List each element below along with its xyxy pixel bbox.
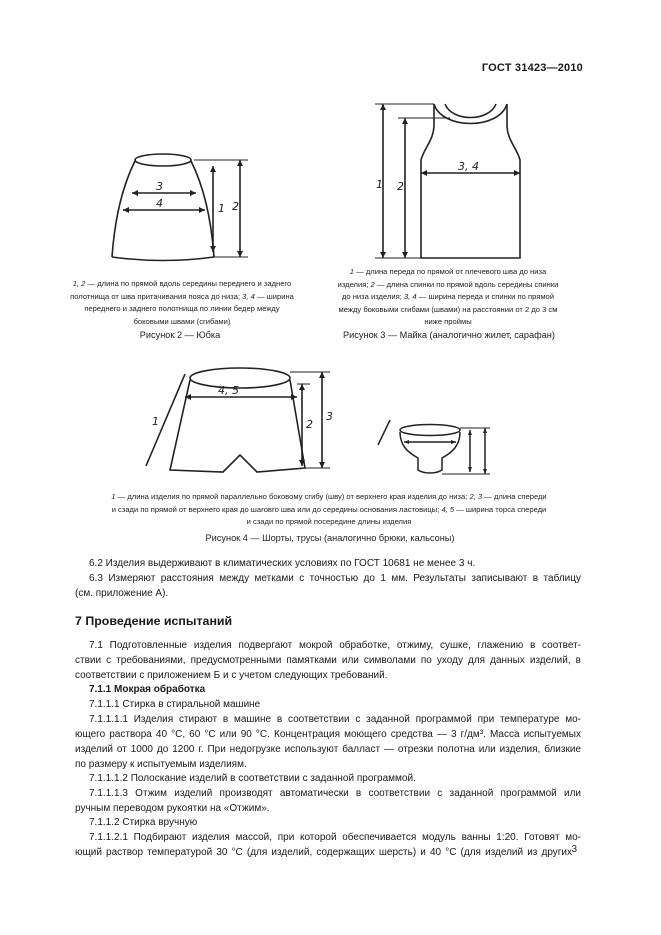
para-7-1-1-1-3-line-1: 7.1.1.1.3 Отжим изделий производят автоматически в соответствии с заданной программой или: [89, 788, 581, 799]
fig4-label-2: 2: [306, 418, 313, 431]
fig4-label-1: 1: [152, 415, 159, 428]
para-7-1-1-1: 7.1.1.1 Стирка в стиральной машине: [89, 699, 261, 710]
fig3-title: Рисунок 3 — Майка (аналогично жилет, сарафан): [343, 330, 555, 340]
para-7-1-1-2-1-line-2: ющий раствор температурой 30 °С (для изделий, содержащих шерсть) и 40 °С (для изделий из других: [75, 847, 572, 858]
para-6-2: 6.2 Изделия выдерживают в климатических условиях по ГОСТ 10681 не менее 3 ч.: [89, 558, 476, 569]
para-6-3-line-1: 6.3 Измеряют расстояния между метками с точностью до 1 мм. Результаты записывают в таблицу: [89, 573, 581, 584]
para-7-1-1-2-1-line-1: 7.1.1.2.1 Подбирают изделия массой, при которой обеспечивается модуль ванны 1:20. Готовят мо-: [89, 832, 581, 843]
fig3-label-1: 1: [376, 178, 383, 191]
para-7-1-line-1: 7.1 Подготовленные изделия подвергают мокрой обработке, отжиму, сушке, глажению в соответ-: [89, 640, 581, 651]
fig2-label-1: 1: [218, 202, 225, 215]
para-7-1-line-3: соответствии с приложением Б и с учетом следующих требований.: [75, 670, 388, 681]
para-7-1-1-1-3-line-2: ручным переводом рукоятки на «Отжим».: [75, 803, 270, 814]
para-6-3-line-2: (см. приложение А).: [75, 588, 169, 599]
fig3-caption-line-1: 1 — длина переда по прямой от плечевого шва до низа: [349, 267, 547, 276]
fig4-label-3: 3: [326, 410, 333, 423]
para-7-1-1-1-1-line-3: изделий от 1000 до 1200 г. При недогрузке используют балласт — отрезки полотна или изделия, близкие: [75, 744, 581, 755]
page-number: 3: [571, 844, 577, 855]
fig2-caption-line-3: переднего и заднего полотнища по линии бедер между: [84, 304, 280, 313]
fig4-caption-line-2: и сзади по прямой от верхнего края до шаговго шва или до середины основания ластовицы; 4, 5 — ширина торса спереди: [111, 504, 547, 514]
fig3-caption-line-5: ниже проймы: [424, 317, 472, 326]
fig3-label-2: 2: [397, 180, 404, 193]
para-7-1-1-1-1-line-1: 7.1.1.1.1 Изделия стирают в машине в соответствии с заданной программой при температуре мо-: [89, 714, 581, 725]
fig2-label-2: 2: [232, 200, 239, 213]
fig4-caption: [48, 491, 610, 529]
section-7-heading: 7 Проведение испытаний: [75, 614, 233, 628]
para-7-1-1-1-1-line-4: по размеру к испытуемым изделиям.: [75, 759, 247, 770]
fig4-title: Рисунок 4 — Шорты, трусы (аналогично брюки, кальсоны): [205, 533, 455, 543]
document-header: ГОСТ 31423—2010: [481, 62, 583, 74]
fig2-title: Рисунок 2 — Юбка: [139, 330, 221, 340]
fig3-caption: [312, 266, 584, 329]
fig3-label-3-4: 3, 4: [458, 160, 479, 173]
fig4-caption-line-3: и сзади по прямой посередине длины изделия: [246, 517, 412, 526]
fig3-caption-line-4: между боковыми сгибами (швами) на расстоянии от 2 до 3 см: [338, 304, 558, 314]
para-7-1-line-2: ствии с требованиями, предусмотренными памятками или символами по уходу для данных изделий, в: [75, 655, 581, 666]
fig3-caption-line-3: до низа изделия; 3, 4 — ширина переда и спинки по прямой: [341, 292, 555, 301]
heading-7-1-1: 7.1.1 Мокрая обработка: [89, 684, 206, 695]
fig3-caption-line-2: изделия; 2 — длина спинки по прямой вдоль середины спинки: [337, 279, 559, 289]
para-7-1-1-1-2: 7.1.1.1.2 Полоскание изделий в соответствии с заданной программой.: [89, 773, 416, 784]
fig2-label-4: 4: [156, 197, 163, 210]
fig4-caption-line-1: 1 — длина изделия по прямой параллельно боковому сгибу (шву) от верхнего края изделия до низа; 2, 3 — длина спереди: [111, 492, 547, 501]
para-7-1-1-1-1-line-2: ющего раствора 40 °С, 60 °С или 90 °С. Концентрация моющего средства — 3 г/дм³. Масса испытуемых: [75, 729, 581, 740]
fig2-caption-line-1: 1, 2 — длина по прямой вдоль середины переднего и заднего: [72, 279, 292, 288]
fig2-label-3: 3: [156, 180, 163, 193]
fig2-caption: [48, 278, 316, 328]
fig2-caption-line-2: полотнища от шва притачивания пояса до низа; 3, 4 — ширина: [70, 291, 294, 301]
fig4-label-4-5: 4, 5: [218, 384, 239, 397]
fig2-caption-line-4: боковыми швами (сгибами): [133, 316, 231, 326]
para-7-1-1-2: 7.1.1.2 Стирка вручную: [89, 817, 198, 828]
